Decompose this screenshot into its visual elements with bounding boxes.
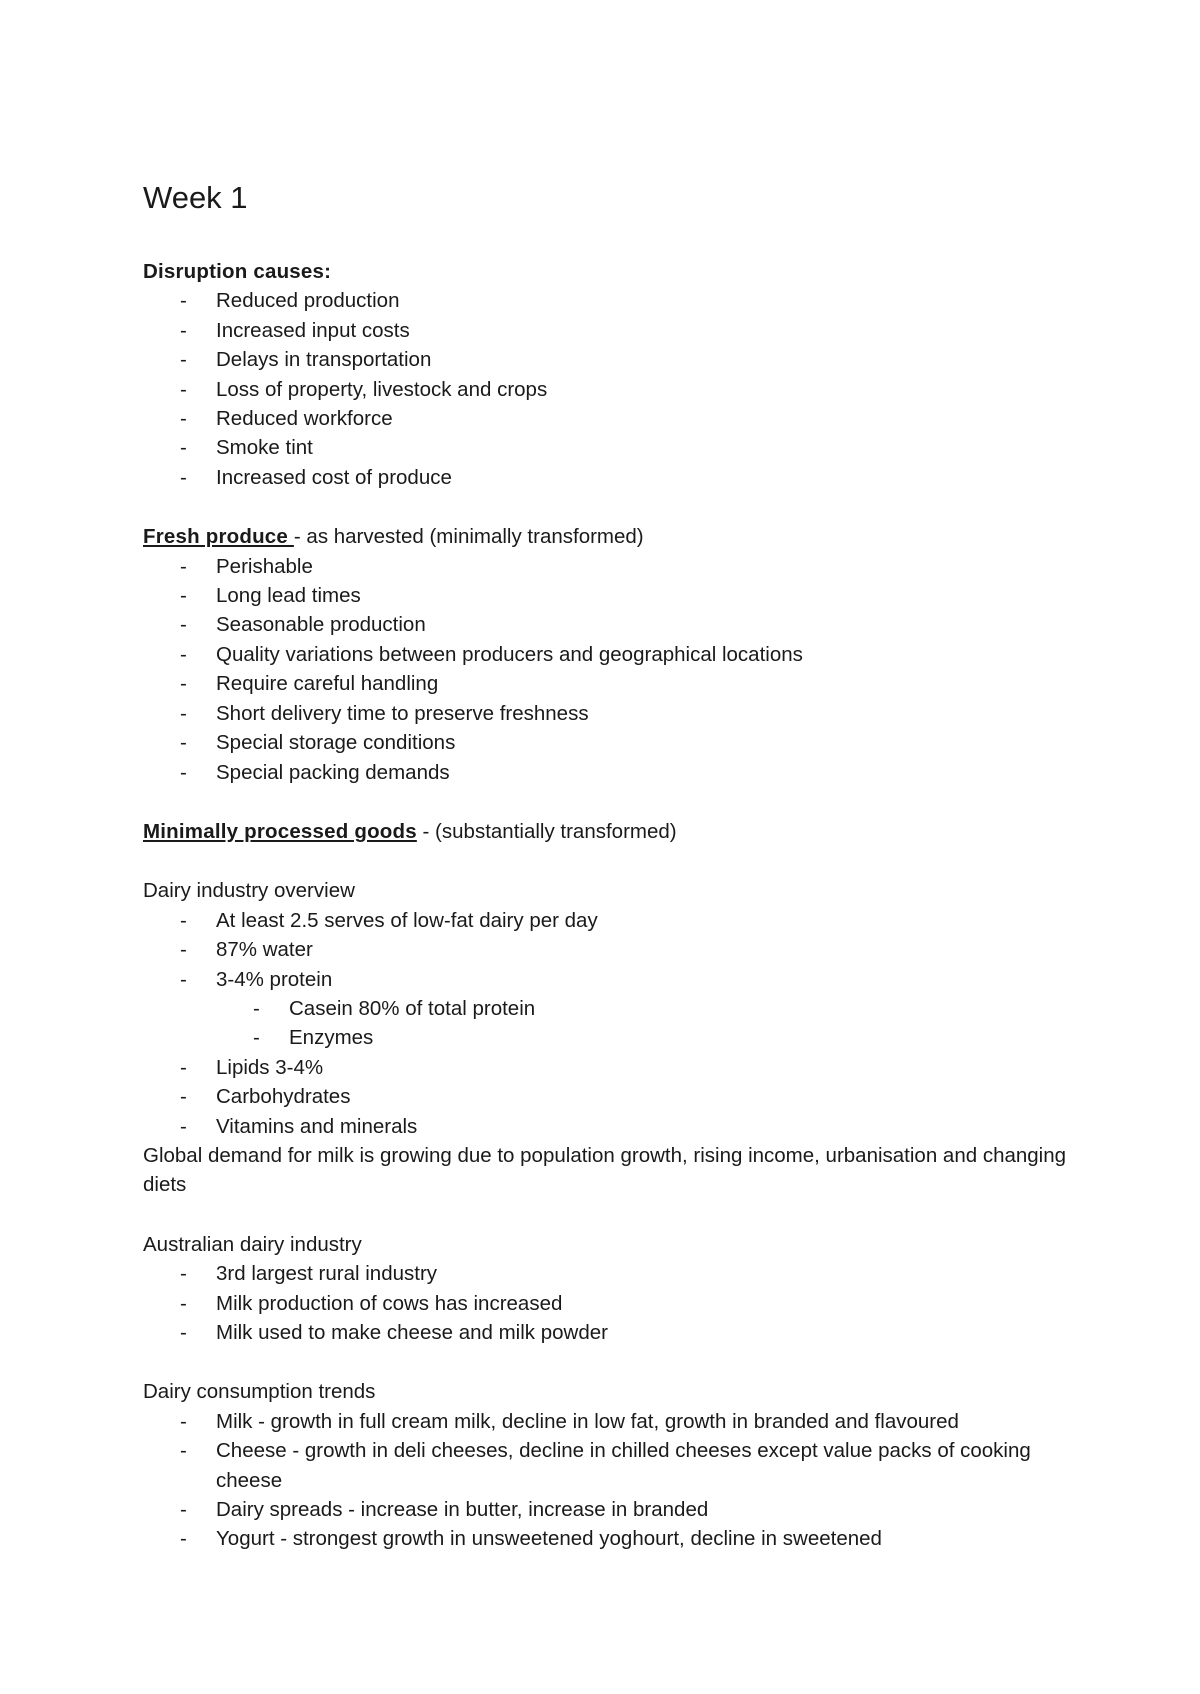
list-item: - Increased input costs [143,316,1073,345]
list-item: - Special storage conditions [143,728,1073,757]
section-australian-dairy [143,1230,1073,1348]
list-item: - Short delivery time to preserve freshness [143,699,1073,728]
list-item: - Yogurt - strongest growth in unsweetened yoghourt, decline in sweetened [143,1524,1073,1553]
list-item: - Special packing demands [143,758,1073,787]
list-item: - Carbohydrates [143,1082,1073,1111]
disruption-list [143,286,1073,492]
list-item: - Delays in transportation [143,345,1073,374]
list-item: - Reduced workforce [143,404,1073,433]
disruption-heading: Disruption causes: [143,260,332,283]
list-item: - Loss of property, livestock and crops [143,375,1073,404]
list-item: - Lipids 3-4% [143,1053,1073,1082]
fresh-heading: Fresh produce [143,525,294,549]
fresh-description: - as harvested (minimally transformed) [293,525,644,549]
dairy-overview-heading: Dairy industry overview [143,879,355,903]
minimal-heading-line [143,817,1073,846]
list-item: - Vitamins and minerals [143,1112,1073,1141]
global-demand-note: Global demand for milk is growing due to population growth, rising income, urbanisation and changing diets [143,1143,1067,1197]
list-item: - Quality variations between producers and geographical locations [143,640,1073,669]
list-item: - 3rd largest rural industry [143,1259,1073,1288]
fresh-list [143,552,1073,787]
australian-heading: Australian dairy industry [143,1232,362,1256]
list-item: - Increased cost of produce [143,463,1073,492]
section-disruption-causes [143,257,1073,492]
trends-heading: Dairy consumption trends [143,1380,376,1404]
fresh-heading-line [143,522,1073,551]
minimal-heading: Minimally processed goods [143,819,417,843]
dairy-overview-list-continued [143,1053,1073,1141]
list-item: - 87% water [143,935,1073,964]
list-item: - At least 2.5 serves of low-fat dairy per day [143,906,1073,935]
minimal-description: - (substantially transformed) [416,819,677,843]
page-title: Week 1 [143,180,248,215]
section-consumption-trends [143,1377,1073,1553]
list-item: - Casein 80% of total protein [143,994,1073,1023]
list-item: - Dairy spreads - increase in butter, increase in branded [143,1495,1073,1524]
list-item: - Milk - growth in full cream milk, decline in low fat, growth in branded and flavoured [143,1407,1073,1436]
list-item: - Long lead times [143,581,1073,610]
protein-sublist [143,994,1073,1053]
document-page [143,178,1073,1584]
list-item: - Milk used to make cheese and milk powder [143,1318,1073,1347]
list-item: - Smoke tint [143,433,1073,462]
australian-list [143,1259,1073,1347]
section-dairy-overview [143,876,1073,1199]
trends-list [143,1407,1073,1554]
list-item: - Milk production of cows has increased [143,1289,1073,1318]
list-item: - Seasonable production [143,610,1073,639]
list-item: - 3-4% protein [143,965,1073,994]
list-item: - Cheese - growth in deli cheeses, decline in chilled cheeses except value packs of cooking cheese [143,1436,1073,1495]
list-item: - Require careful handling [143,669,1073,698]
section-fresh-produce [143,522,1073,787]
dairy-overview-list [143,906,1073,994]
list-item: - Enzymes [143,1023,1073,1052]
section-minimally-processed [143,817,1073,846]
list-item: - Perishable [143,552,1073,581]
list-item: - Reduced production [143,286,1073,315]
